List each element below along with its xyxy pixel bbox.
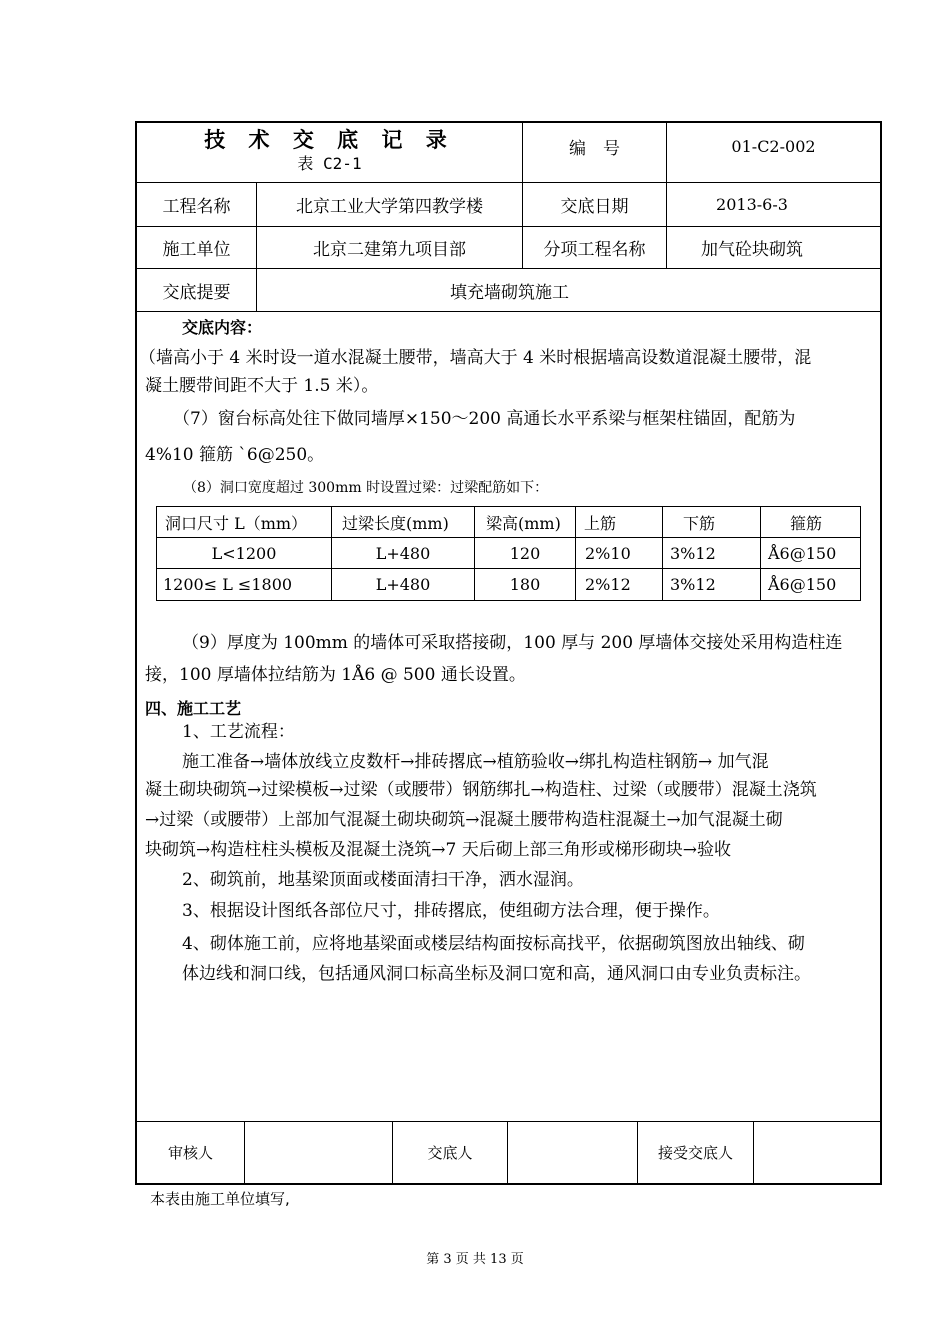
content-paragraph: （8）洞口宽度超过 300mm 时设置过梁：过梁配筋如下： <box>183 480 549 496</box>
content-paragraph: 接，100 厚墙体拉结筋为 1Å6 @ 500 通长设置。 <box>145 665 526 685</box>
process-flow: 块砌筑→构造柱柱头模板及混凝土浇筑→7 天后砌上部三角形或梯形砌块→验收 <box>145 840 731 860</box>
subitem-value: 加气砼块砌筑 <box>701 240 803 260</box>
discloser-label: 交底人 <box>427 1144 473 1162</box>
table-header: 过梁长度(mm) <box>342 513 449 533</box>
discloser-signature[interactable] <box>508 1122 637 1183</box>
process-flow: →过梁（或腰带）上部加气混凝土砌块砌筑→混凝土腰带构造柱混凝土→加气混凝土砌 <box>145 810 783 830</box>
table-cell: L+480 <box>375 575 431 594</box>
table-cell: 3%12 <box>670 543 716 563</box>
content-paragraph: 凝土腰带间距不大于 1.5 米）。 <box>145 376 379 396</box>
page-number: 第 3 页 共 13 页 <box>426 1252 524 1267</box>
content-paragraph: （9）厚度为 100mm 的墙体可采取搭接砌，100 厚与 200 厚墙体交接处采用构造柱连 <box>182 633 843 653</box>
table-cell: 180 <box>509 575 541 594</box>
summary-label: 交底提要 <box>162 282 231 303</box>
reviewer-signature[interactable] <box>245 1122 392 1183</box>
number-label: 编 号 <box>569 138 620 159</box>
process-item: 4、砌体施工前，应将地基梁面或楼层结构面按标高找平，依据砌筑图放出轴线、砌 <box>182 934 805 954</box>
subitem-label: 分项工程名称 <box>543 240 646 260</box>
table-header: 箍筋 <box>790 513 823 533</box>
content-paragraph: （7）窗台标高处往下做同墙厚×150～200 高通长水平系梁与框架柱锚固，配筋为 <box>173 409 796 429</box>
process-flow: 施工准备→墙体放线立皮数杆→排砖撂底→植筋验收→绑扎构造柱钢筋→ 加气混 <box>182 752 769 772</box>
process-item: 1、工艺流程： <box>182 722 295 742</box>
table-cell: 2%10 <box>585 543 631 563</box>
process-item: 2、砌筑前，地基梁顶面或楼面清扫干净，洒水湿润。 <box>182 870 584 890</box>
table-cell: 120 <box>509 543 541 563</box>
summary-value: 填充墙砌筑施工 <box>450 282 569 303</box>
content-heading: 交底内容： <box>182 318 263 337</box>
project-label: 工程名称 <box>162 197 231 217</box>
section-heading: 四、施工工艺 <box>145 699 242 718</box>
process-flow: 凝土砌块砌筑→过梁模板→过梁（或腰带）钢筋绑扎→构造柱、过梁（或腰带）混凝土浇筑 <box>145 780 817 800</box>
project-value: 北京工业大学第四教学楼 <box>296 197 483 217</box>
table-cell: L+480 <box>375 543 431 563</box>
date-label: 交底日期 <box>560 197 629 217</box>
table-cell: 1200≤ L ≤1800 <box>163 575 293 594</box>
receiver-signature[interactable] <box>754 1122 880 1183</box>
table-header: 上筋 <box>584 513 617 533</box>
unit-value: 北京二建第九项目部 <box>313 240 466 260</box>
reviewer-label: 审核人 <box>167 1144 213 1162</box>
table-cell: Å6@150 <box>768 543 837 563</box>
row-divider <box>135 311 882 312</box>
table-cell: 3%12 <box>670 575 716 594</box>
table-header: 下筋 <box>683 513 716 533</box>
process-item: 3、根据设计图纸各部位尺寸，排砖撂底，使组砌方法合理，便于操作。 <box>182 901 720 921</box>
table-cell: Å6@150 <box>768 575 837 594</box>
table-header: 梁高(mm) <box>486 513 561 533</box>
footer-note: 本表由施工单位填写, <box>150 1190 290 1208</box>
form-code: 表 C2-1 <box>297 154 362 173</box>
table-col-divider <box>760 506 761 601</box>
table-cell: L<1200 <box>211 543 277 563</box>
table-cell: 2%12 <box>585 575 631 594</box>
table-col-divider <box>575 506 576 601</box>
number-value: 01-C2-002 <box>731 136 816 156</box>
receiver-label: 接受交底人 <box>657 1144 733 1162</box>
table-header: 洞口尺寸 L（mm） <box>165 513 308 533</box>
table-col-divider <box>662 506 663 601</box>
form-title: 技 术 交 底 记 录 <box>204 128 455 152</box>
content-paragraph: 4%10 箍筋 `6@250。 <box>145 445 325 465</box>
date-value: 2013-6-3 <box>716 195 788 214</box>
unit-label: 施工单位 <box>162 240 231 260</box>
process-item: 体边线和洞口线，包括通风洞口标高坐标及洞口宽和高，通风洞口由专业负责标注。 <box>182 964 811 984</box>
content-paragraph: （墙高小于 4 米时设一道水混凝土腰带，墙高大于 4 米时根据墙高设数道混凝土腰带，混 <box>139 348 812 368</box>
